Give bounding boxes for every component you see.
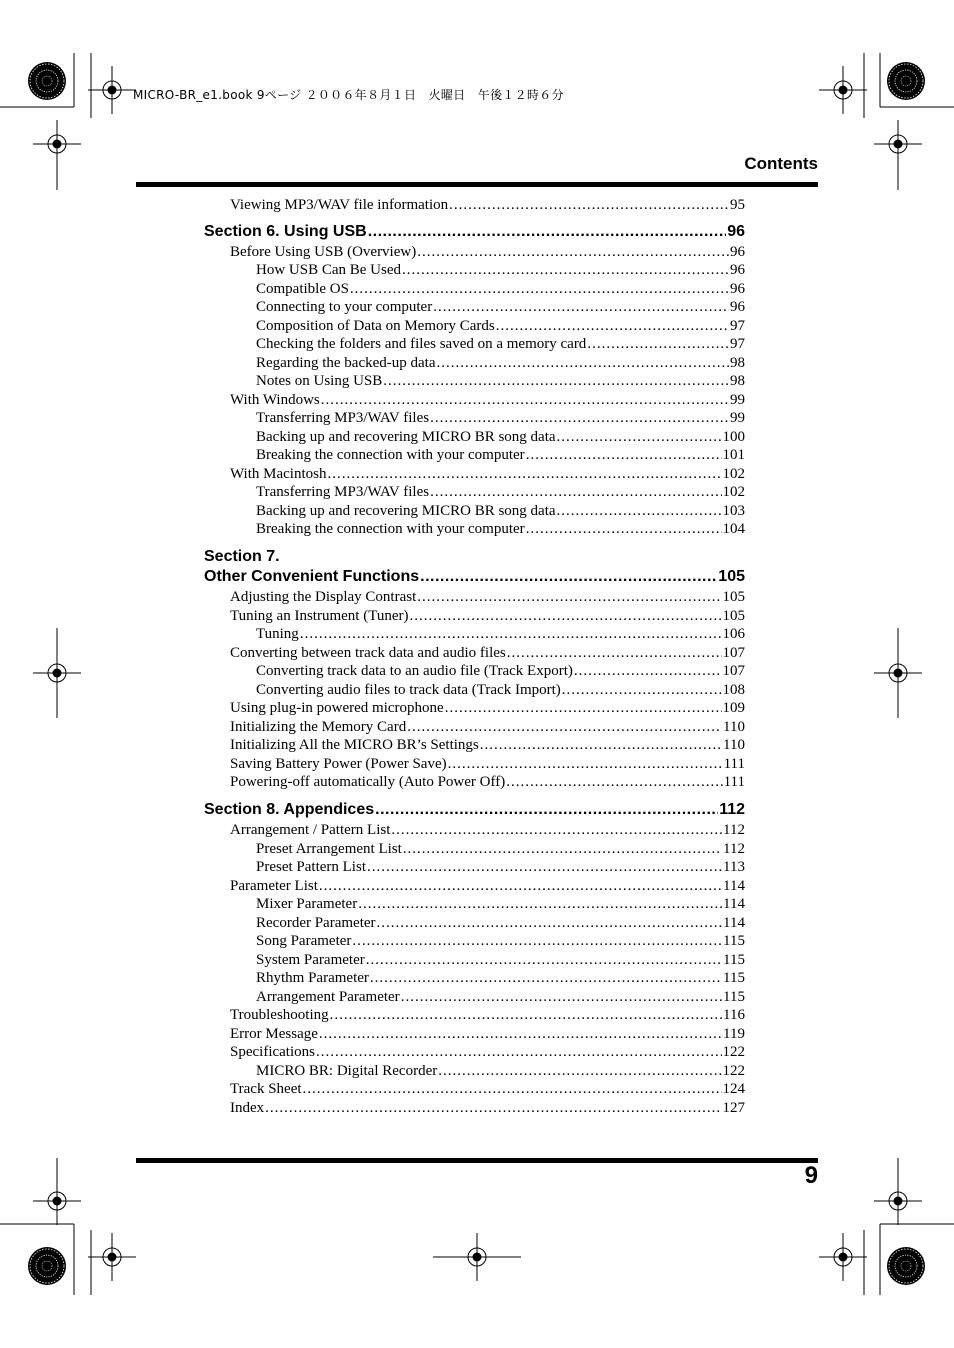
toc-page-number: 102 [722,484,745,500]
toc-dot-leader [377,915,723,932]
toc-entry-title: Other Convenient Functions [204,568,420,585]
toc-page-number: 107 [722,645,745,661]
toc-page-number: 100 [722,429,745,445]
toc-dot-leader [430,410,729,427]
toc-page-number: 98 [730,373,745,389]
registration-star-top-right [887,62,925,100]
toc-page-number: 97 [730,336,745,352]
toc-page-number: 96 [730,244,745,260]
footer-rule [136,1158,818,1163]
toc-page-number: 114 [723,878,745,894]
toc-page-number: 122 [722,1044,745,1060]
toc-entry[interactable] [204,1044,745,1061]
toc-dot-leader [403,841,722,858]
toc-entry[interactable] [204,989,745,1006]
toc-dot-leader [319,1026,722,1043]
toc-page-number: 102 [722,466,745,482]
toc-entry-title: Section 7. [204,548,280,565]
toc-dot-leader [420,568,717,586]
toc-dot-leader [366,952,722,969]
toc-page-number: 97 [730,318,745,334]
header-rule [136,182,818,187]
toc-dot-leader [448,756,723,773]
registration-star-top-left [28,62,66,100]
toc-dot-leader [526,447,722,464]
toc-entry[interactable] [204,1026,745,1043]
toc-entry-title: Arrangement / Pattern List [230,822,391,838]
toc-entry-title: Rhythm Parameter [256,970,369,986]
toc-dot-leader [265,1100,721,1117]
toc-entry-title: Section 8. Appendices [204,801,375,818]
toc-entry[interactable] [204,822,745,839]
toc-entry-title: Error Message [230,1026,318,1042]
toc-dot-leader [352,933,722,950]
toc-dot-leader [367,859,722,876]
toc-dot-leader [368,223,727,241]
toc-dot-leader [557,429,722,446]
toc-page-number: 114 [723,915,745,931]
toc-entry[interactable] [204,262,745,279]
toc-entry[interactable] [204,878,745,895]
toc-entry[interactable] [204,521,745,538]
toc-page-number: 96 [730,262,745,278]
toc-entry-title: Mixer Parameter [256,896,358,912]
toc-page-number: 114 [723,896,745,912]
registration-mark [88,1233,136,1281]
toc-dot-leader [303,1081,722,1098]
toc-dot-leader [300,626,722,643]
toc-entry-title: Backing up and recovering MICRO BR song data [256,503,556,519]
toc-page-number: 105 [722,589,745,605]
toc-entry[interactable] [204,700,745,717]
toc-entry[interactable] [204,645,745,662]
toc-entry[interactable] [204,244,745,261]
toc-dot-leader [358,896,722,913]
toc-entry-title: Track Sheet [230,1081,302,1097]
toc-entry-title: Parameter List [230,878,318,894]
toc-dot-leader [445,700,722,717]
toc-entry[interactable] [204,1063,745,1080]
registration-mark [819,66,867,114]
toc-entry-title: Initializing All the MICRO BR’s Settings [230,737,479,753]
toc-entry-title: Initializing the Memory Card [230,719,407,735]
toc-dot-leader [375,801,718,819]
toc-entry-title: Converting track data to an audio file (Track Export) [256,663,573,679]
toc-page-number: 112 [723,841,745,857]
toc-dot-leader [507,645,722,662]
toc-entry-title: Troubleshooting [230,1007,329,1023]
toc-page-number: 115 [723,989,745,1005]
toc-entry-title: Using plug-in powered microphone [230,700,444,716]
toc-entry-title: Recorder Parameter [256,915,376,931]
toc-section-heading[interactable] [204,223,745,241]
toc-page-number: 115 [723,952,745,968]
toc-page-number: 119 [723,1026,745,1042]
toc-entry[interactable] [204,1081,745,1098]
toc-entry[interactable] [204,429,745,446]
toc-dot-leader [407,719,722,736]
toc-dot-leader [319,878,722,895]
toc-entry-title: Index [230,1100,265,1116]
toc-entry[interactable] [204,484,745,501]
toc-entry[interactable] [204,197,745,214]
toc-page-number: 112 [719,801,745,818]
toc-entry-title: Viewing MP3/WAV file information [230,197,449,213]
toc-page-number: 110 [723,737,745,753]
print-header: MICRO-BR_e1.book 9ページ ２００６年８月１日 火曜日 午後１２時６分 [133,88,564,102]
toc-dot-leader [587,336,729,353]
toc-entry-title: Notes on Using USB [256,373,383,389]
toc-dot-leader [480,737,722,754]
toc-page-number: 110 [723,719,745,735]
toc-dot-leader [417,244,729,261]
toc-entry-title: Section 6. Using USB [204,223,367,240]
toc-entry-title: Preset Arrangement List [256,841,402,857]
toc-page-number: 108 [722,682,745,698]
toc-page-number: 104 [722,521,745,537]
toc-page-number: 111 [723,774,745,790]
toc-entry-title: Regarding the backed-up data [256,355,436,371]
toc-dot-leader [574,663,722,680]
toc-entry[interactable] [204,299,745,316]
toc-entry[interactable] [204,952,745,969]
toc-entry-title: Song Parameter [256,933,352,949]
toc-entry[interactable] [204,756,745,773]
toc-entry-title: Breaking the connection with your computer [256,521,525,537]
toc-entry[interactable] [204,774,745,791]
toc-page-number: 113 [723,859,745,875]
toc-entry-title: Connecting to your computer [256,299,433,315]
toc-page-number: 109 [722,700,745,716]
toc-entry[interactable] [204,933,745,950]
page-title: Contents [744,154,818,173]
toc-entry-title: With Macintosh [230,466,327,482]
toc-page-number: 105 [718,568,745,585]
toc-page-number: 127 [722,1100,745,1116]
toc-page-number: 116 [723,1007,745,1023]
toc-entry-title: System Parameter [256,952,365,968]
toc-entry[interactable] [204,503,745,520]
toc-entry[interactable] [204,373,745,390]
toc-entry-title: Checking the folders and files saved on a memory card [256,336,587,352]
toc-entry-title: Adjusting the Display Contrast [230,589,417,605]
toc-page-number: 98 [730,355,745,371]
toc-dot-leader [401,989,722,1006]
toc-entry[interactable] [204,589,745,606]
toc-dot-leader [526,521,722,538]
toc-dot-leader [438,1063,721,1080]
toc-entry[interactable] [204,841,745,858]
toc-entry[interactable] [204,318,745,335]
toc-dot-leader [316,1044,722,1061]
page-number: 9 [804,1162,818,1189]
toc-entry[interactable] [204,466,745,483]
toc-dot-leader [330,1007,722,1024]
toc-entry[interactable] [204,896,745,913]
toc-entry-title: Converting between track data and audio files [230,645,506,661]
toc-page-number: 99 [730,410,745,426]
toc-dot-leader [409,608,721,625]
toc-entry[interactable] [204,608,745,625]
toc-entry[interactable] [204,626,745,643]
registration-mark [819,1233,867,1281]
toc-entry-title: Arrangement Parameter [256,989,400,1005]
registration-star-bottom-left [28,1247,66,1285]
toc-entry[interactable] [204,663,745,680]
toc-page-number: 96 [730,299,745,315]
toc-entry-title: Specifications [230,1044,315,1060]
toc-entry[interactable] [204,355,745,372]
toc-dot-leader [391,822,722,839]
toc-entry[interactable] [204,682,745,699]
toc-dot-leader [557,503,722,520]
toc-entry[interactable] [204,281,745,298]
toc-page-number: 111 [723,756,745,772]
toc-entry-title: Preset Pattern List [256,859,366,875]
toc-dot-leader [430,484,721,501]
toc-entry[interactable] [204,719,745,736]
toc-page-number: 96 [730,281,745,297]
registration-star-bottom-right [887,1247,925,1285]
registration-mark [88,66,136,114]
toc-page-number: 95 [730,197,745,213]
toc-dot-leader [562,682,722,699]
toc-entry-title: Tuning [256,626,299,642]
toc-entry-title: Transferring MP3/WAV files [256,410,430,426]
toc-entry-title: Backing up and recovering MICRO BR song data [256,429,556,445]
toc-entry[interactable] [204,392,745,409]
toc-entry-title: Compatible OS [256,281,349,297]
toc-dot-leader [417,589,721,606]
toc-page-number: 105 [722,608,745,624]
toc-entry[interactable] [204,915,745,932]
toc-entry-title: Composition of Data on Memory Cards [256,318,495,334]
toc-page-number: 112 [723,822,745,838]
toc-dot-leader [370,970,722,987]
toc-entry-title: Saving Battery Power (Power Save) [230,756,447,772]
toc-page-number: 101 [722,447,745,463]
toc-entry[interactable] [204,970,745,987]
toc-dot-leader [449,197,729,214]
toc-dot-leader [321,392,729,409]
toc-dot-leader [506,774,722,791]
toc-page-number: 99 [730,392,745,408]
toc-dot-leader [496,318,729,335]
toc-page-number: 124 [722,1081,745,1097]
toc-dot-leader [327,466,721,483]
toc-dot-leader [437,355,729,372]
toc-entry-title: With Windows [230,392,320,408]
toc-page-number: 107 [722,663,745,679]
toc-dot-leader [402,262,729,279]
toc-page-number: 115 [723,970,745,986]
toc-dot-leader [383,373,729,390]
toc-entry-title: Powering-off automatically (Auto Power Off) [230,774,506,790]
toc-entry[interactable] [204,410,745,427]
toc-page-number: 96 [727,223,745,240]
toc-entry-title: How USB Can Be Used [256,262,401,278]
toc-entry-title: Converting audio files to track data (Track Import) [256,682,561,698]
toc-entry[interactable] [204,336,745,353]
toc-entry[interactable] [204,1100,745,1117]
toc-dot-leader [433,299,729,316]
toc-entry[interactable] [204,447,745,464]
toc-entry[interactable] [204,737,745,754]
toc-section-heading[interactable] [204,568,745,586]
toc-section-heading[interactable] [204,801,745,819]
toc-entry-title: Tuning an Instrument (Tuner) [230,608,409,624]
toc-entry-title: Before Using USB (Overview) [230,244,417,260]
toc-dot-leader [350,281,729,298]
toc-entry[interactable] [204,1007,745,1024]
toc-entry-title: Transferring MP3/WAV files [256,484,430,500]
toc-entry[interactable] [204,859,745,876]
toc-entry-title: MICRO BR: Digital Recorder [256,1063,438,1079]
toc-page-number: 122 [722,1063,745,1079]
toc-page-number: 115 [723,933,745,949]
toc-page-number: 103 [722,503,745,519]
toc-section-heading[interactable] [204,548,745,566]
toc-page-number: 106 [722,626,745,642]
toc-entry-title: Breaking the connection with your computer [256,447,525,463]
